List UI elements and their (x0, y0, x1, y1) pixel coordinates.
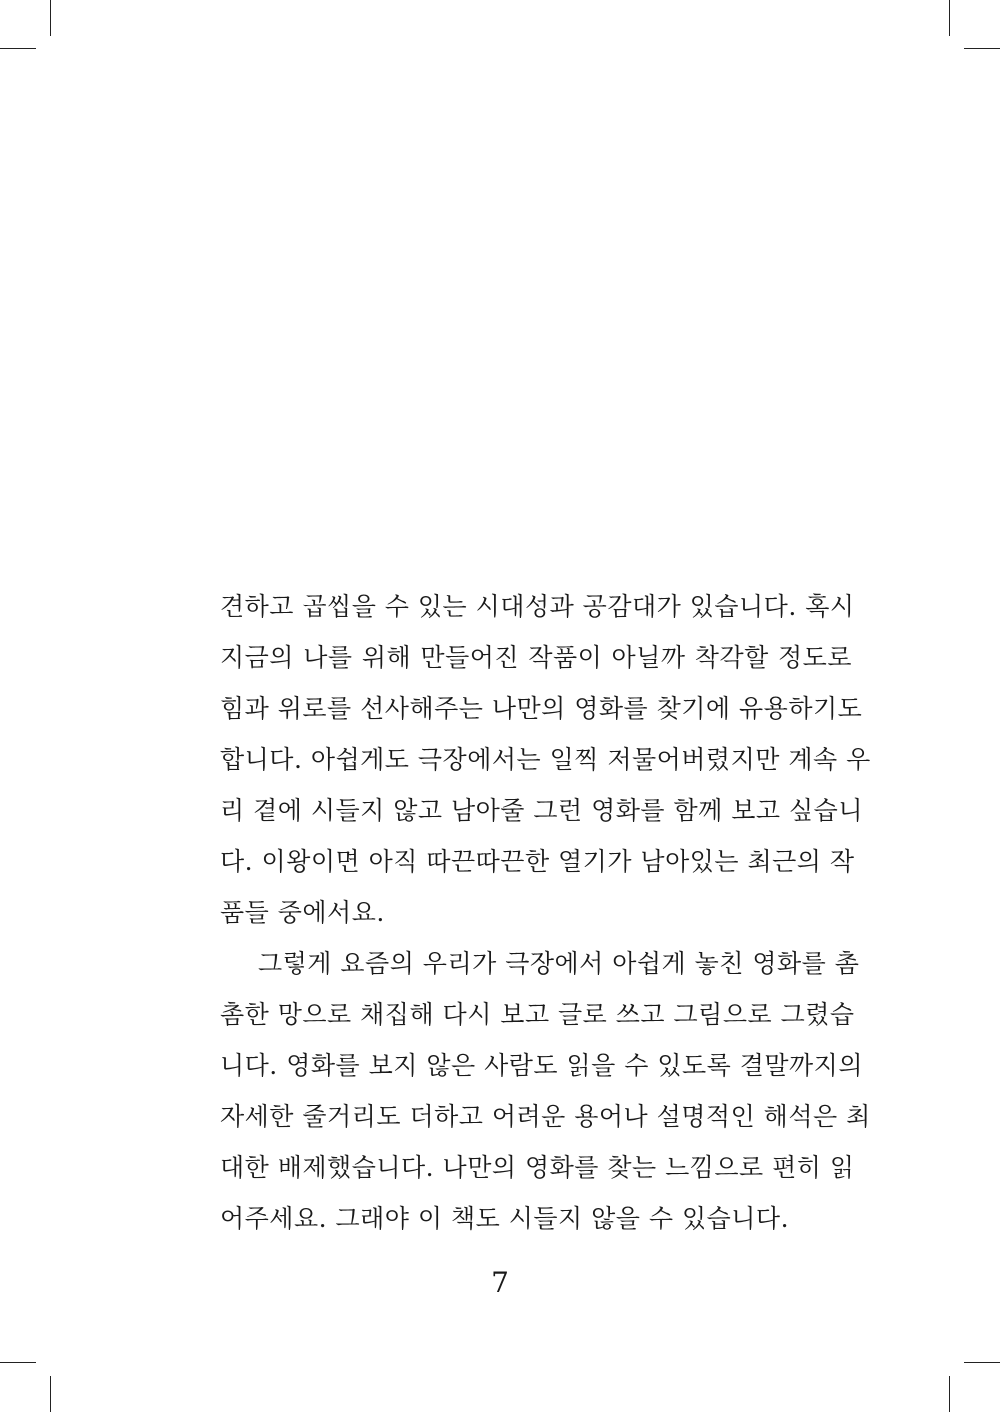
crop-mark-bottom-right-vertical (949, 1376, 950, 1412)
body-text (220, 586, 871, 1249)
crop-mark-bottom-left-vertical (50, 1376, 51, 1412)
crop-mark-top-right-vertical (949, 0, 950, 36)
text-line: 그렇게 요즘의 우리가 극장에서 아쉽게 놓친 영화를 촘 (258, 949, 860, 978)
text-line: 자세한 줄거리도 더하고 어려운 용어나 설명적인 해석은 최 (220, 1102, 871, 1131)
text-line: 품들 중에서요. (220, 898, 385, 927)
crop-mark-bottom-right-horizontal (964, 1362, 1000, 1363)
page-number: 7 (491, 1266, 509, 1299)
text-line: 어주세요. 그래야 이 책도 시들지 않을 수 있습니다. (220, 1204, 790, 1233)
text-line: 다. 이왕이면 아직 따끈따끈한 열기가 남아있는 최근의 작 (220, 847, 855, 876)
crop-mark-bottom-left-horizontal (0, 1362, 36, 1363)
text-line: 촘한 망으로 채집해 다시 보고 글로 쓰고 그림으로 그렸습 (220, 1000, 855, 1029)
crop-mark-top-left-vertical (50, 0, 51, 36)
text-line: 견하고 곱씹을 수 있는 시대성과 공감대가 있습니다. 혹시 (220, 592, 855, 621)
text-line: 힘과 위로를 선사해주는 나만의 영화를 찾기에 유용하기도 (220, 694, 863, 723)
crop-mark-top-right-horizontal (964, 48, 1000, 49)
text-line: 대한 배제했습니다. 나만의 영화를 찾는 느낌으로 편히 읽 (220, 1153, 855, 1182)
text-line: 리 곁에 시들지 않고 남아줄 그런 영화를 함께 보고 싶습니 (220, 796, 863, 825)
text-line: 지금의 나를 위해 만들어진 작품이 아닐까 착각할 정도로 (220, 643, 852, 672)
text-line: 합니다. 아쉽게도 극장에서는 일찍 저물어버렸지만 계속 우 (220, 745, 871, 774)
crop-mark-top-left-horizontal (0, 48, 36, 49)
text-line: 니다. 영화를 보지 않은 사람도 읽을 수 있도록 결말까지의 (220, 1051, 863, 1080)
